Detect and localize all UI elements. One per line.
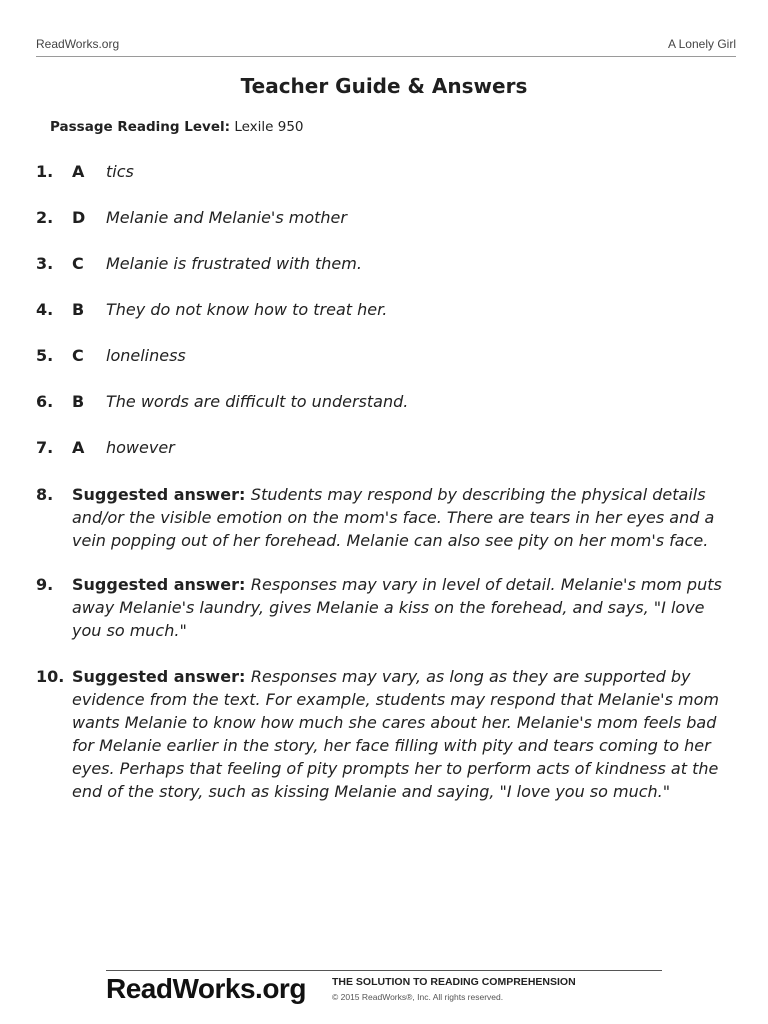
answer-text: They do not know how to treat her. bbox=[106, 300, 388, 319]
suggested-answer-label: Suggested answer: bbox=[72, 575, 251, 594]
answer-item bbox=[36, 160, 736, 206]
suggested-answer-text: Students may respond by describing the physical details and/or the visible emotion on the mom's face. There are tears in her eyes and a vein popping out of her forehead. Melanie can also see pity on her mom's face. bbox=[72, 485, 715, 550]
reading-level-label: Passage Reading Level: bbox=[50, 119, 231, 135]
answer-text: loneliness bbox=[106, 346, 186, 365]
short-answer-list bbox=[36, 160, 736, 482]
answer-number: 5. bbox=[36, 346, 54, 365]
answer-text: Melanie is frustrated with them. bbox=[106, 254, 362, 273]
answer-letter: A bbox=[72, 162, 85, 181]
suggested-answer-body bbox=[72, 665, 737, 803]
answer-letter: C bbox=[72, 346, 84, 365]
suggested-answer-item bbox=[36, 483, 756, 552]
answer-number: 4. bbox=[36, 300, 54, 319]
reading-level bbox=[50, 119, 304, 135]
answer-letter: B bbox=[72, 300, 85, 319]
answer-text: Melanie and Melanie's mother bbox=[106, 208, 347, 227]
suggested-answer-label: Suggested answer: bbox=[72, 667, 251, 686]
footer-copyright: © 2015 ReadWorks®, Inc. All rights reserved. bbox=[332, 992, 504, 1002]
answer-number: 9. bbox=[36, 575, 54, 594]
footer-divider bbox=[106, 970, 662, 971]
answer-text: however bbox=[106, 438, 175, 457]
answer-number: 6. bbox=[36, 392, 54, 411]
answer-letter: A bbox=[72, 438, 85, 457]
suggested-answer-text: Responses may vary, as long as they are supported by evidence from the text. For example, students may respond that Melanie's mom wants Melanie to know how much she cares about her. Melanie's mom feels bad for Melanie earlier in the story, her face filling with pity and tears coming to her eyes. Perhaps that feeling of pity prompts her to perform acts of kindness at the end of the story, such as kissing Melanie and saying, "I love you so much." bbox=[72, 667, 719, 801]
answer-number: 3. bbox=[36, 254, 54, 273]
answer-number: 10. bbox=[36, 667, 65, 686]
answer-letter: B bbox=[72, 392, 85, 411]
answer-number: 7. bbox=[36, 438, 54, 457]
answer-item bbox=[36, 390, 736, 436]
suggested-answer-item bbox=[36, 665, 756, 803]
suggested-answer-body bbox=[72, 573, 737, 642]
header-divider bbox=[36, 56, 736, 57]
footer-logo: ReadWorks.org bbox=[106, 973, 306, 1004]
answer-number: 8. bbox=[36, 485, 54, 504]
suggested-answer-text: Responses may vary in level of detail. Melanie's mom puts away Melanie's laundry, gives Melanie a kiss on the forehead, and says, "I love you so much." bbox=[72, 575, 722, 640]
header-article-title: A Lonely Girl bbox=[667, 37, 736, 51]
reading-level-value: Lexile 950 bbox=[234, 119, 304, 135]
answer-item bbox=[36, 436, 736, 482]
answer-letter: C bbox=[72, 254, 84, 273]
footer-tagline: THE SOLUTION TO READING COMPREHENSION bbox=[332, 976, 576, 988]
answer-item bbox=[36, 252, 736, 298]
answer-item bbox=[36, 206, 736, 252]
suggested-answer-label: Suggested answer: bbox=[72, 485, 251, 504]
page-title: Teacher Guide & Answers bbox=[240, 74, 528, 98]
answer-number: 1. bbox=[36, 162, 54, 181]
answer-letter: D bbox=[72, 208, 86, 227]
suggested-answer-item bbox=[36, 573, 756, 642]
answer-text: tics bbox=[106, 162, 134, 181]
answer-text: The words are difficult to understand. bbox=[106, 392, 409, 411]
suggested-answer-body bbox=[72, 483, 737, 552]
answer-item bbox=[36, 344, 736, 390]
header-site-name: ReadWorks.org bbox=[36, 37, 120, 51]
answer-number: 2. bbox=[36, 208, 54, 227]
answer-item bbox=[36, 298, 736, 344]
